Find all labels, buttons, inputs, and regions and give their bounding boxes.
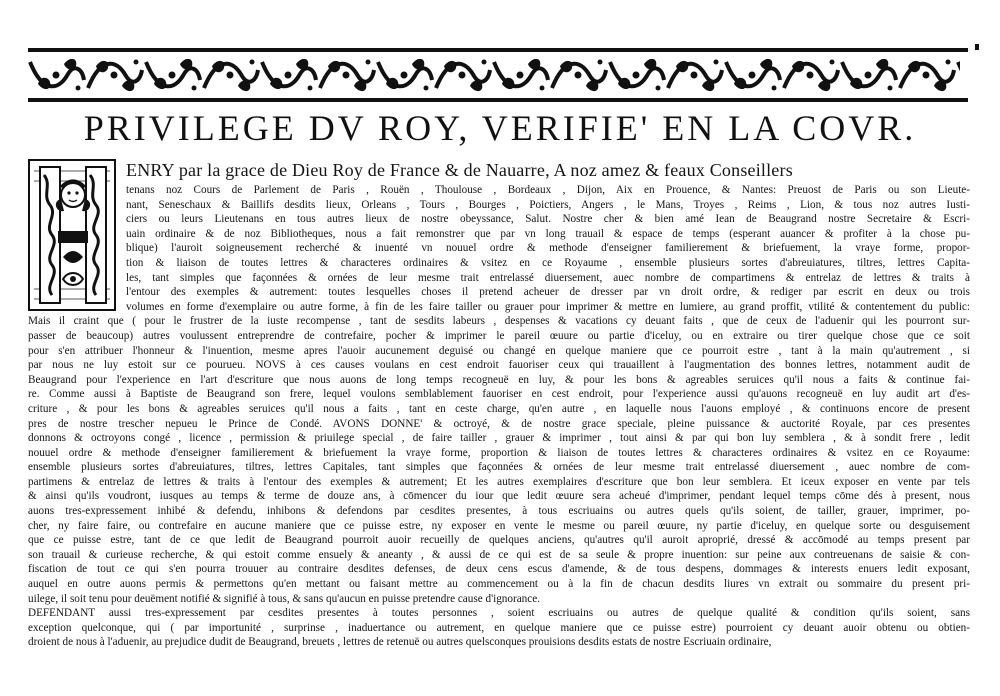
floral-ornament-band-icon: [28, 48, 968, 102]
text-line: nant, Seneschaux & Baillifs desdits lieux, Orleans , Tours , Bourges , Poictiers, Angers , le Mans, Troyes , Reims , Lion, & tous noz autres Iusti-: [126, 198, 970, 211]
floral-motif-icon: [726, 59, 780, 91]
floral-motif-icon: [436, 60, 490, 92]
floral-motif-icon: [30, 59, 84, 91]
text-line: ENRY par la grace de Dieu Roy de France & de Nauarre, A noz amez & feaux Conseillers: [126, 160, 793, 180]
floral-motif-icon: [88, 60, 142, 92]
floral-motif-icon: [146, 59, 200, 91]
floral-motif-icon: [552, 60, 606, 92]
text-line: par nous ne luy estoit sur ce pourueu. NOVS à ces causes voulans en cest endroit fauoriser ceux qui trauaillent à l'augmentation des bonnes lettres, notamment audit de: [28, 359, 970, 372]
ornament-pattern: [28, 52, 960, 98]
floral-motif-icon: [494, 59, 548, 91]
text-line: volumes en forme d'exemplaire ou autre forme, à fin de les faire tailler ou grauer pour imprimer & mettre en lumiere, au grand proffit, vtilité & contentement du public:: [126, 300, 970, 313]
text-line: fiscation de tout ce qui s'en pourra trouuer au contraire desdites defenses, de deux cens escus d'amende, & de tous despens, dommages & interests enuers ledit exposant,: [28, 563, 970, 576]
text-line: passer de beaucoup) autres voulussent entreprendre de contrefaire, pocher & imprimer le pareil œuure ou partie d'iceluy, ou en extraire ou tirer quelque chose que ce soit: [28, 329, 970, 342]
initial-h-with-putti-icon: [30, 161, 114, 309]
text-line: re. Comme aussi à Baptiste de Beaugrand son frere, lequel voulons semblablement fauoriser en cest endroit, pour l'experience aussi qu'auons recogneuë en luy audit art d'es-: [28, 388, 970, 401]
text-line: uilege, il soit tenu pour deuëment notifié & signifié à tous, & sans qu'aucun en puisse pretendre cause d'ignorance.: [28, 592, 540, 605]
text-line: auquel en outre auons permis & permettons qu'en mettant ou faisant mettre au commencement ou à la fin de chacun desdits liures vn extrait ou sommaire du present pri-: [28, 578, 970, 591]
floral-motif-icon: [958, 59, 960, 91]
text-line: Beaugrand pour l'experience en l'art d'escriture que nous auons de long temps recogneuë en luy, & pour les bons & agreables seruices qu'il nous a faits & continue fai-: [28, 373, 970, 386]
text-line: nouuel ordre & methode d'enseigner familierement & briefuement la vraye forme, proportion & liaison de toutes lettres & characteres ordinaires & vsitez en ce Royaume:: [28, 446, 970, 459]
page-title: PRIVILEGE DV ROY, VERIFIE' EN LA COVR.: [83, 108, 917, 148]
text-line: pour s'en attribuer l'honneur & l'inuention, mesme apres l'auoir aucunement deguisé ou changé en quelque maniere que ce pourroit estre , tant à la main qu'autrement , si: [28, 344, 970, 357]
floral-motif-icon: [320, 60, 374, 92]
text-line: partimens & entrelaz de lettres & traits à l'entour des exemples & autrement; Et les autres exemplaires d'escriture que bon leur semblera. Et iceux exposer en vente par tels: [28, 475, 970, 488]
historiated-initial-icon: [28, 159, 116, 311]
text-line: tenans noz Cours de Parlement de Paris , Rouën , Thoulouse , Bordeaux , Dijon, Aix en Prouence, & Nantes: Preuost de Paris ou son Lieute-: [126, 184, 970, 196]
text-line: & ainsi qu'ils voudront, iusques au temps & terme de douze ans, à cōmencer du iour que ledit œuure sera acheué d'imprimer, pendant lequel temps cōme dés à present, nous: [28, 490, 970, 503]
defendant-paragraph: [28, 606, 970, 650]
privilege-text: [28, 157, 970, 650]
privilege-paragraph: [28, 157, 970, 606]
floral-motif-icon: [204, 60, 258, 92]
text-line: donnons & octroyons congé , licence , permission & priuilege special , de faire tailler , grauer & imprimer , tout ainsi & par qui bon luy semblera , & à sondit frere , ledit: [28, 432, 970, 445]
text-line: les, tant simples que façonnées & ornées de leur mesme trait entrelassé diuersement, auec nombre de compartimens & entrelaz de lettres & traits à: [126, 271, 970, 284]
text-line: tion & liaison de toutes lettres & characteres ordinaires & vsitez en ce Royaume , ensemble plusieurs sortes d'abreuiatures, tiltres, lettres Capita-: [126, 256, 970, 269]
text-line: droient de nous à l'aduenir, au prejudice dudit de Beaugrand, breuets , lettres de retenuë ou autres quelsconques prouisions desdits estats de nostre Escriuain ordinaire,: [28, 636, 772, 649]
text-line: criture , & pour les bons & agreables seruices qu'il nous a faits , tant en ceste charge, qu'en autre , en laquelle nous l'auons employé , & continuons encore de present: [28, 402, 970, 415]
floral-motif-icon: [842, 59, 896, 91]
floral-motif-icon: [378, 59, 432, 91]
floral-motif-icon: [900, 60, 954, 92]
floral-motif-icon: [262, 59, 316, 91]
text-line: l'entour des exemples & autrement: toutes lesquelles choses il pretend acheuer de dresser par vn droit ordre, & rediger par escrit en deux ou trois: [126, 286, 970, 299]
text-line: ensemble plusieurs sortes d'abreuiatures, tiltres, lettres Capitales, tant simples que façonnées & ornées de leur mesme trait entrelassé diuersement , auec nombre de com-: [28, 461, 970, 474]
floral-motif-icon: [784, 60, 838, 92]
text-line: son trauail & curieuse recherche, & qui estoit comme ensuely & aneanty , & aussi de ce qui est de sa seule & propre inuention: sur peine aux contreuenans de saisie & con-: [28, 548, 970, 561]
text-line: cher, ny faire faire, ou contrefaire en aucune maniere que ce puisse estre, ny exposer en vente le mesme ou pareil œuure, ny partie d'iceluy, en quelque sorte ou desguisement: [28, 519, 970, 532]
text-line: Mais il craint que ( pour le frustrer de la iuste recompense , tant de sesdits labeurs , despenses & vacations cy deuant faits , que de ceux de l'aduenir qui les pourront sur-: [28, 315, 970, 328]
text-line: DEFENDANT aussi tres-expressement par cesdites presentes à toutes personnes , soient escriuains ou autres de quelque qualité & condition qu'ils soient, sans: [28, 607, 970, 620]
text-line: auons tres-expressement inhibé & defendu, inhibons & defendons par cesdites presentes, à tous escriuains ou autres quels qu'ils soient, de tailler, grauer, imprimer, po-: [28, 505, 970, 518]
text-line: uain ordinaire & de noz Bibliotheques, nous a fait remonstrer que par vn long trauail & espace de temps (esperant auancer & profiter à la chose pu-: [126, 227, 970, 240]
text-line: exception quelconque, qui ( par importunité , surprinse , inaduertance ou autrement, en quelque maniere que ce puisse estre) pourroient cy deuant auoir obtenu ou obtien-: [28, 621, 970, 634]
floral-motif-icon: [668, 60, 722, 92]
text-line: blique) l'auroit soigneusement recherché & inuenté vn nouuel ordre & methode d'enseigner familierement & briefuement, la vraye forme, propor-: [126, 242, 970, 255]
text-line: que ce puisse estre, tant de ce que ledit de Beaugrand pourroit auoir recueilly de quelques anciens, qu'autres qu'il auroit aproprié, dressé & accōmodé au temps present par: [28, 534, 970, 547]
floral-motif-icon: [610, 59, 664, 91]
text-line: ciers ou leurs Lieutenans en tous autres lieux de nostre obeyssance, Salut. Nostre cher & bien amé Iean de Beaugrand nostre Secretaire & Escri-: [126, 213, 970, 226]
text-line: pres de nostre trescher nepueu le Prince de Condé. AVONS DONNE' & octroyé, & de nostre grace speciale, pleine puissance & auctorité Royale, par ces presentes: [28, 417, 970, 430]
edge-mark: [975, 44, 979, 50]
